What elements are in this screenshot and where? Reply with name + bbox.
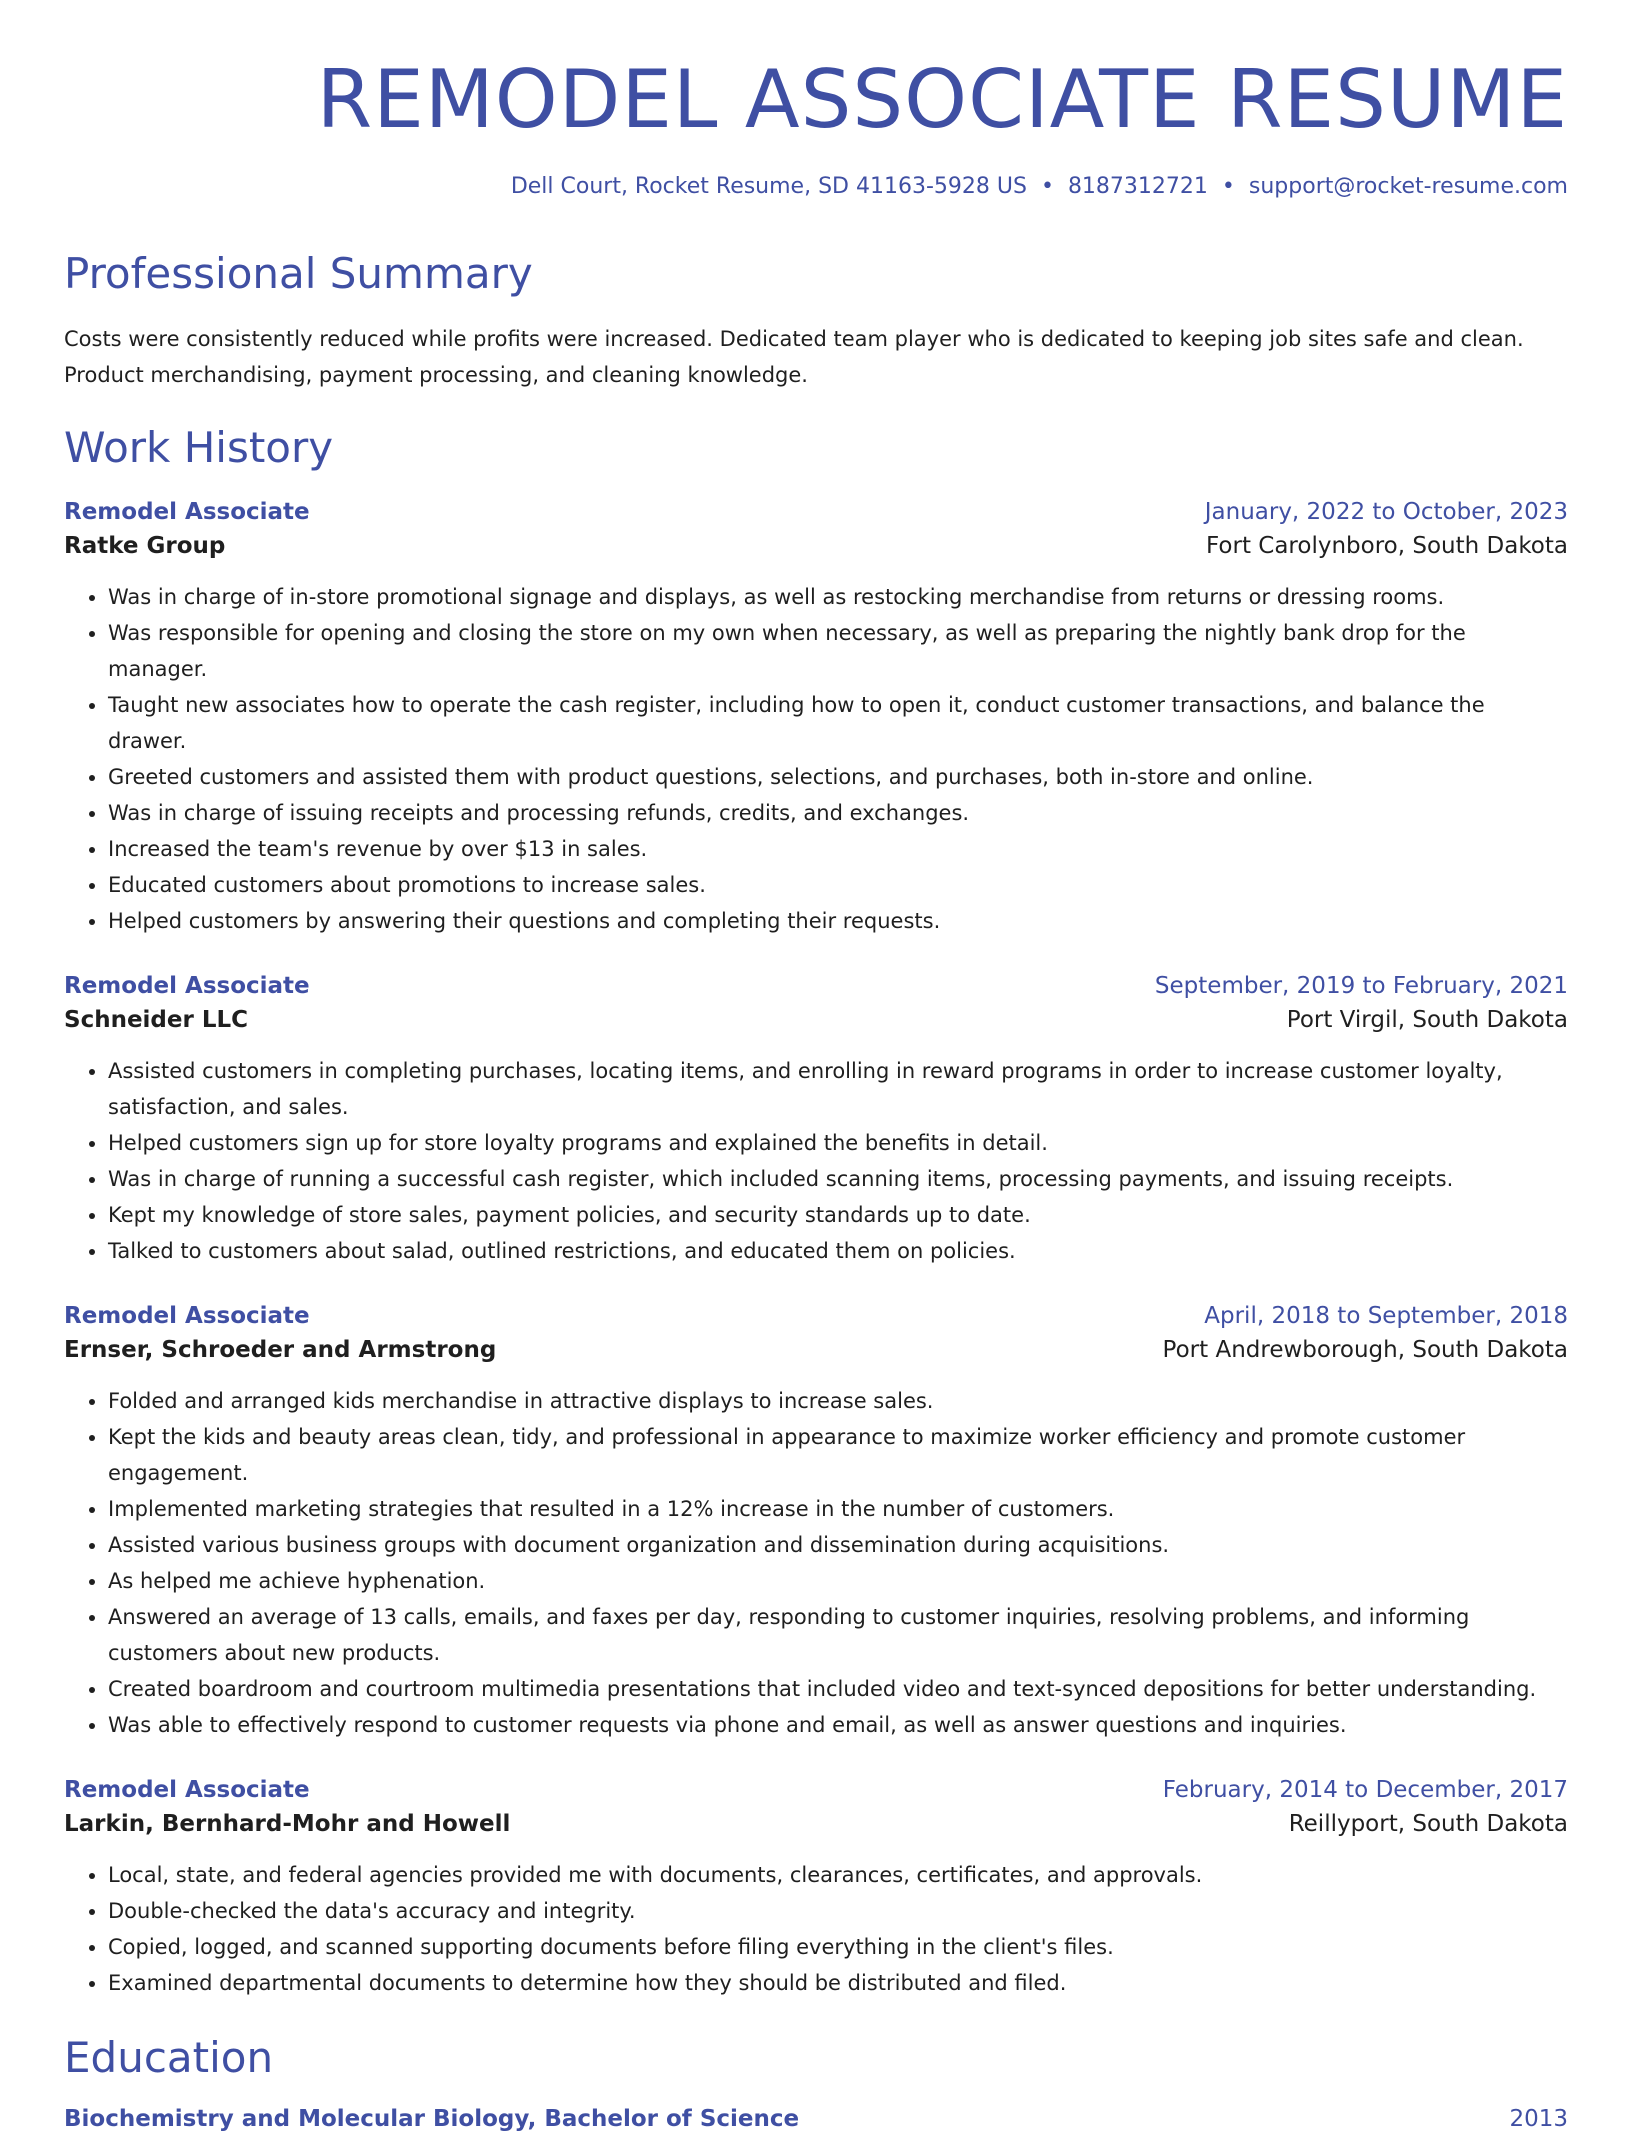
job-bullet: • Increased the team's revenue by over $13 in sales.: [108, 831, 1568, 867]
job-bullet: • Created boardroom and courtroom multimedia presentations that included video and text-synced depositions for better understanding.: [108, 1671, 1568, 1707]
education-degree: Biochemistry and Molecular Biology, Bachelor of Science: [64, 2105, 800, 2132]
job-company-row: [64, 1337, 1568, 1363]
job-dates: February, 2014 to December, 2017: [1162, 1777, 1568, 1804]
job-location: Fort Carolynboro, South Dakota: [1206, 533, 1568, 560]
contact-address: Dell Court, Rocket Resume, SD 41163-5928 US: [510, 174, 1027, 199]
job-bullet: • As helped me achieve hyphenation.: [108, 1563, 1568, 1599]
job-bullets: [64, 1053, 1568, 1269]
job-company: Ernser, Schroeder and Armstrong: [64, 1337, 497, 1364]
job-company-row: [64, 533, 1568, 559]
summary-text: Costs were consistently reduced while profits were increased. Dedicated team player who is dedicated to keeping job sites safe and clean. Product merchandising, payment processing, and cleaning knowledge.: [64, 327, 1524, 388]
job-bullet: • Was responsible for opening and closing the store on my own when necessary, as well as preparing the nightly bank drop for the manager.: [108, 615, 1568, 687]
job-title: Remodel Associate: [64, 1777, 310, 1804]
job-bullet: • Assisted various business groups with document organization and dissemination during acquisitions.: [108, 1527, 1568, 1563]
job-location: Port Virgil, South Dakota: [1286, 1007, 1568, 1034]
education-year: 2013: [1509, 2105, 1568, 2132]
job-title: Remodel Associate: [64, 499, 310, 526]
job-bullet: • Was in charge of issuing receipts and processing refunds, credits, and exchanges.: [108, 795, 1568, 831]
job-bullet: • Local, state, and federal agencies provided me with documents, clearances, certificates, and approvals.: [108, 1857, 1568, 1893]
job-header-row: [64, 1303, 1568, 1329]
contact-phone: 8187312721: [1067, 174, 1208, 199]
job-company: Larkin, Bernhard-Mohr and Howell: [64, 1811, 511, 1838]
job-title: Remodel Associate: [64, 1303, 310, 1330]
education-row: [64, 2106, 1568, 2132]
job-company: Schneider LLC: [64, 1007, 249, 1034]
job-bullet: • Implemented marketing strategies that resulted in a 12% increase in the number of customers.: [108, 1491, 1568, 1527]
contact-line: [64, 174, 1568, 199]
job-dates: September, 2019 to February, 2021: [1154, 973, 1568, 1000]
job-bullet: • Taught new associates how to operate the cash register, including how to open it, conduct customer transactions, and balance the drawer.: [108, 687, 1568, 759]
job-header-row: [64, 499, 1568, 525]
job-bullets: [64, 1383, 1568, 1743]
job-location: Port Andrewborough, South Dakota: [1162, 1337, 1568, 1364]
resume-title: REMODEL ASSOCIATE RESUME: [316, 53, 1568, 146]
summary-heading: Professional Summary: [64, 249, 533, 298]
job-bullet: • Talked to customers about salad, outlined restrictions, and educated them on policies.: [108, 1233, 1568, 1269]
job-entry: [64, 973, 1568, 1269]
job-bullet: • Examined departmental documents to determine how they should be distributed and filed.: [108, 1965, 1568, 2001]
job-bullet: • Helped customers by answering their questions and completing their requests.: [108, 903, 1568, 939]
job-location: Reillyport, South Dakota: [1288, 1811, 1568, 1838]
job-bullets: [64, 1857, 1568, 2001]
job-title: Remodel Associate: [64, 973, 310, 1000]
job-bullet: • Assisted customers in completing purchases, locating items, and enrolling in reward programs in order to increase customer loyalty, satisfaction, and sales.: [108, 1053, 1568, 1125]
education-heading: Education: [64, 2033, 274, 2083]
job-company-row: [64, 1007, 1568, 1033]
job-bullets: [64, 579, 1568, 939]
job-company: Ratke Group: [64, 533, 226, 560]
job-bullet: • Helped customers sign up for store loyalty programs and explained the benefits in detail.: [108, 1125, 1568, 1161]
job-bullet: • Was in charge of in-store promotional signage and displays, as well as restocking merchandise from returns or dressing rooms.: [108, 579, 1568, 615]
job-entry: [64, 1303, 1568, 1743]
job-dates: April, 2018 to September, 2018: [1204, 1303, 1568, 1330]
job-bullet: • Double-checked the data's accuracy and integrity.: [108, 1893, 1568, 1929]
contact-email[interactable]: support@rocket-resume.com: [1248, 174, 1568, 199]
job-header-row: [64, 973, 1568, 999]
job-bullet: • Folded and arranged kids merchandise in attractive displays to increase sales.: [108, 1383, 1568, 1419]
job-bullet: • Kept the kids and beauty areas clean, tidy, and professional in appearance to maximize worker efficiency and promote customer engagement.: [108, 1419, 1568, 1491]
job-bullet: • Educated customers about promotions to increase sales.: [108, 867, 1568, 903]
job-header-row: [64, 1777, 1568, 1803]
job-company-row: [64, 1811, 1568, 1837]
job-entry: [64, 1777, 1568, 2001]
job-entry: [64, 499, 1568, 939]
work-history-heading: Work History: [64, 423, 334, 473]
job-bullet: • Greeted customers and assisted them with product questions, selections, and purchases, both in-store and online.: [108, 759, 1568, 795]
contact-separator: •: [1040, 174, 1054, 199]
job-bullet: • Copied, logged, and scanned supporting documents before filing everything in the client's files.: [108, 1929, 1568, 1965]
job-bullet: • Was able to effectively respond to customer requests via phone and email, as well as answer questions and inquiries.: [108, 1707, 1568, 1743]
job-dates: January, 2022 to October, 2023: [1204, 499, 1568, 526]
job-bullet: • Answered an average of 13 calls, emails, and faxes per day, responding to customer inquiries, resolving problems, and informing customers about new products.: [108, 1599, 1568, 1671]
job-bullet: • Was in charge of running a successful cash register, which included scanning items, processing payments, and issuing receipts.: [108, 1161, 1568, 1197]
job-bullet: • Kept my knowledge of store sales, payment policies, and security standards up to date.: [108, 1197, 1568, 1233]
contact-separator: •: [1221, 174, 1235, 199]
